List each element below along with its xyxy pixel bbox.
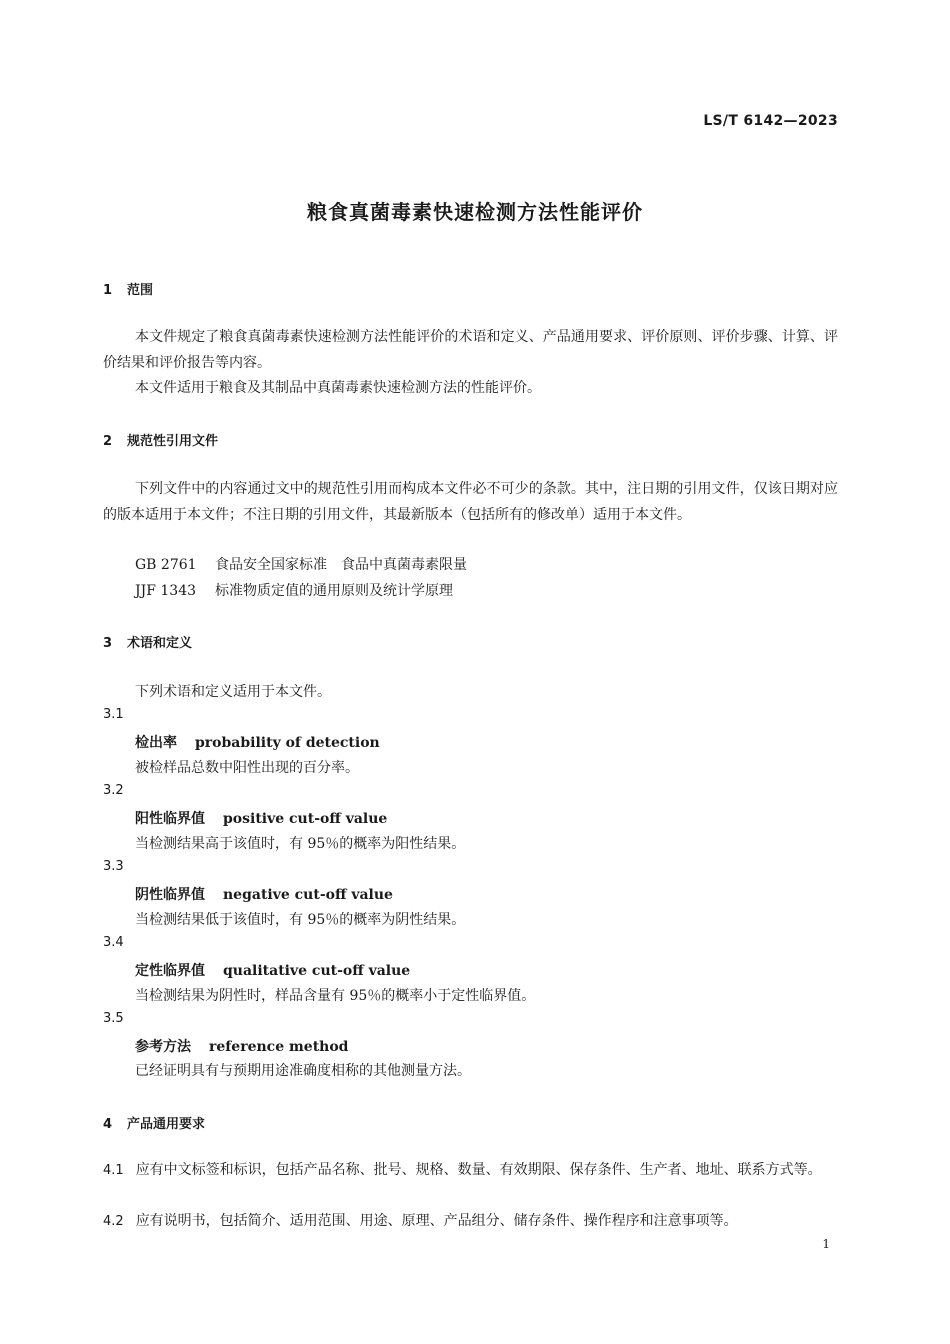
section-1-paragraph-2: 本文件适用于粮食及其制品中真菌毒素快速检测方法的性能评价。 (135, 380, 541, 396)
term-number: 3.5 (103, 1011, 124, 1026)
section-number: 2 (103, 434, 113, 449)
section-1-heading (103, 279, 153, 298)
requirement-text: 应有说明书，包括简介、适用范围、用途、原理、产品组分、储存条件、操作程序和注意事项等。 (135, 1213, 738, 1229)
term-definition: 当检测结果为阴性时，样品含量有 95％的概率小于定性临界值。 (135, 988, 536, 1004)
section-title: 产品通用要求 (127, 1117, 206, 1132)
requirement-item (103, 1157, 838, 1184)
requirement-number: 4.1 (103, 1163, 124, 1178)
section-2-paragraph: 下列文件中的内容通过文中的规范性引用而构成本文件必不可少的条款。其中，注日期的引用文件，仅该日期对应的版本适用于本文件；不注日期的引用文件，其最新版本（包括所有的修改单）适用于本文件。 (103, 481, 838, 523)
requirement-text: 应有中文标签和标识，包括产品名称、批号、规格、数量、有效期限、保存条件、生产者、地址、联系方式等。 (135, 1162, 822, 1178)
term-number: 3.4 (103, 935, 124, 950)
term-definition: 当检测结果高于该值时，有 95％的概率为阳性结果。 (135, 836, 466, 852)
section-4-heading (103, 1113, 205, 1132)
term-en: qualitative cut-off value (223, 963, 411, 979)
document-title: 粮食真菌毒素快速检测方法性能评价 (307, 200, 643, 224)
term-number: 3.3 (103, 859, 124, 874)
term-heading (135, 732, 380, 752)
term-en: reference method (209, 1039, 349, 1055)
requirement-item (103, 1208, 838, 1235)
section-number: 1 (103, 283, 113, 298)
section-1-paragraph-1: 本文件规定了粮食真菌毒素快速检测方法性能评价的术语和定义、产品通用要求、评价原则、评价步骤、计算、评价结果和评价报告等内容。 (103, 329, 838, 371)
term-heading (135, 808, 387, 828)
reference-title: 食品安全国家标准 食品中真菌毒素限量 (215, 557, 467, 573)
term-number: 3.2 (103, 783, 124, 798)
term-heading (135, 884, 393, 904)
section-title: 术语和定义 (127, 636, 193, 651)
term-en: probability of detection (195, 735, 380, 751)
reference-code: GB 2761 (135, 557, 197, 573)
reference-item (135, 554, 467, 574)
section-3-intro: 下列术语和定义适用于本文件。 (135, 684, 331, 700)
term-heading (135, 1036, 348, 1056)
section-2-heading (103, 430, 218, 449)
term-zh: 阴性临界值 (135, 887, 205, 903)
section-3-heading (103, 632, 192, 651)
term-zh: 检出率 (135, 735, 177, 751)
term-definition: 已经证明具有与预期用途准确度相称的其他测量方法。 (135, 1063, 471, 1079)
section-title: 范围 (127, 283, 154, 298)
term-en: positive cut-off value (223, 811, 388, 827)
section-title: 规范性引用文件 (127, 434, 219, 449)
term-en: negative cut-off value (223, 887, 393, 903)
reference-title: 标准物质定值的通用原则及统计学原理 (215, 583, 453, 599)
page-number: 1 (822, 1237, 830, 1251)
section-number: 4 (103, 1117, 113, 1132)
term-heading (135, 960, 410, 980)
term-zh: 阳性临界值 (135, 811, 205, 827)
term-number: 3.1 (103, 707, 124, 722)
term-zh: 参考方法 (135, 1039, 191, 1055)
document-number: LS/T 6142—2023 (703, 113, 838, 129)
requirement-number: 4.2 (103, 1214, 124, 1229)
term-definition: 当检测结果低于该值时，有 95％的概率为阴性结果。 (135, 912, 466, 928)
term-zh: 定性临界值 (135, 963, 205, 979)
reference-item (135, 580, 453, 600)
term-definition: 被检样品总数中阳性出现的百分率。 (135, 760, 359, 776)
section-number: 3 (103, 636, 113, 651)
reference-code: JJF 1343 (135, 583, 197, 599)
